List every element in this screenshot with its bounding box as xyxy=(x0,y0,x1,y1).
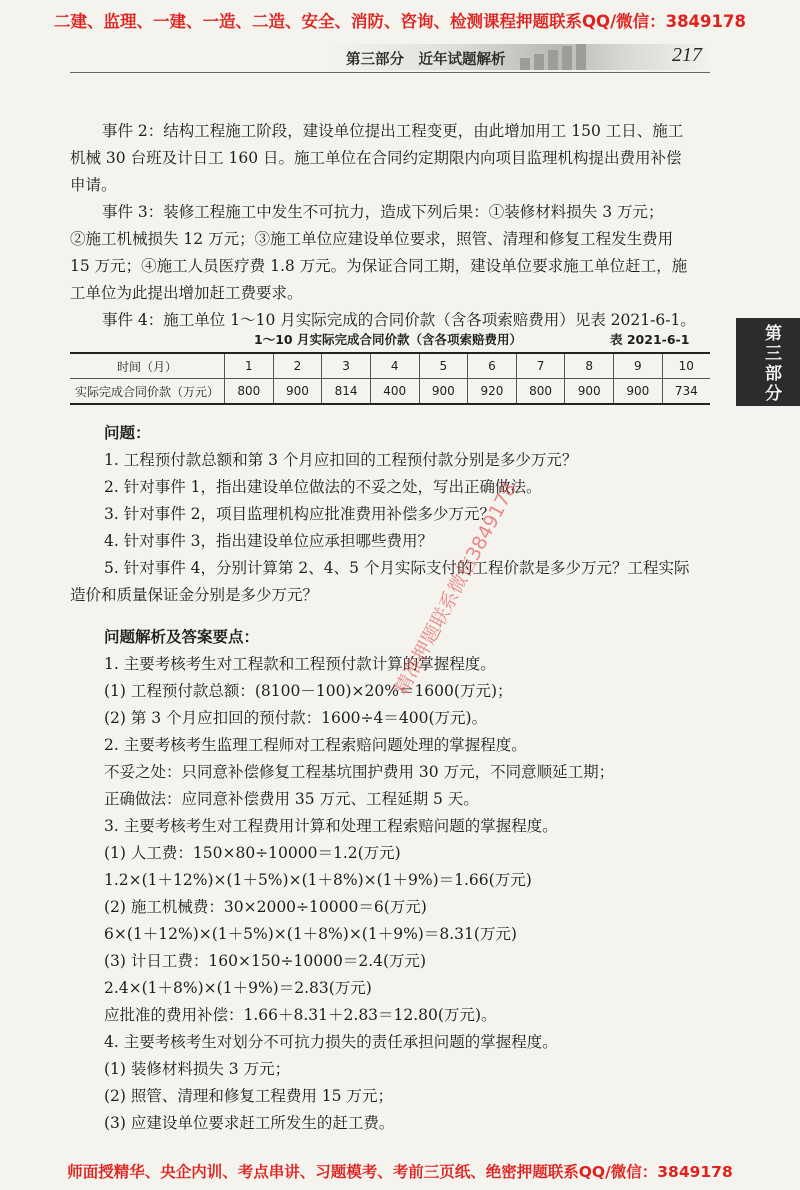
event-line: 事件 3：装修工程施工中发生不可抗力，造成下列后果：①装修材料损失 3 万元； xyxy=(102,203,664,221)
page-header xyxy=(330,44,710,70)
table-title: 1～10 月实际完成合同价款（含各项索赔费用） xyxy=(254,332,522,347)
table-cell-value: 900 xyxy=(273,379,322,405)
table-cell-month: 10 xyxy=(662,353,710,379)
analysis-line: (1) 工程预付款总额：(8100－100)×20%＝1600(万元)； xyxy=(104,682,513,700)
analysis-line: 1. 主要考核考生对工程款和工程预付款计算的掌握程度。 xyxy=(104,655,496,673)
table-row-label: 时间（月） xyxy=(70,353,225,379)
table-cell-value: 800 xyxy=(516,379,565,405)
table-cell-value: 900 xyxy=(419,379,468,405)
analysis-line: 不妥之处：只同意补偿修复工程基坑围护费用 30 万元，不同意顺延工期； xyxy=(104,763,615,781)
table-cell-value: 814 xyxy=(322,379,371,405)
table-cell-month: 1 xyxy=(225,353,274,379)
question-line: 5. 针对事件 4，分别计算第 2、4、5 个月实际支付的工程价款是多少万元？工程实际 xyxy=(104,559,690,577)
table-cell-month: 2 xyxy=(273,353,322,379)
analysis-line: 正确做法：应同意补偿费用 35 万元、工程延期 5 天。 xyxy=(104,790,479,808)
event-paragraphs xyxy=(70,118,710,334)
table-cell-month: 7 xyxy=(516,353,565,379)
analysis-line: (1) 人工费：150×80÷10000＝1.2(万元) xyxy=(104,844,401,862)
table-header-row xyxy=(70,353,710,379)
table-cell-month: 3 xyxy=(322,353,371,379)
diagonal-watermark: 精准押题联系微信3849178 xyxy=(390,479,522,699)
questions-heading: 问题： xyxy=(104,424,151,442)
analysis-line: 1.2×(1＋12%)×(1＋5%)×(1＋8%)×(1＋9%)＝1.66(万元) xyxy=(104,871,532,889)
table-cell-month: 6 xyxy=(468,353,517,379)
analysis-line: 2.4×(1＋8%)×(1＋9%)＝2.83(万元) xyxy=(104,979,372,997)
header-section-title: 第三部分 近年试题解析 xyxy=(346,52,506,68)
table-cell-month: 9 xyxy=(614,353,663,379)
header-rule xyxy=(70,72,710,73)
question-line: 1. 工程预付款总额和第 3 个月应扣回的工程预付款分别是多少万元？ xyxy=(104,451,578,469)
top-ad-banner: 二建、监理、一建、一造、二造、安全、消防、咨询、检测课程押题联系QQ/微信：3849178 xyxy=(54,12,746,31)
table-cell-value: 734 xyxy=(662,379,710,405)
event-line: 工单位为此提出增加赶工费要求。 xyxy=(70,284,303,302)
question-line: 3. 针对事件 2，项目监理机构应批准费用补偿多少万元？ xyxy=(104,505,496,523)
contract-price-table xyxy=(70,352,710,405)
questions-section xyxy=(70,420,710,609)
analysis-line: (2) 第 3 个月应扣回的预付款：1600÷4＝400(万元)。 xyxy=(104,709,488,727)
table-cell-month: 5 xyxy=(419,353,468,379)
event-line: 15 万元；④施工人员医疗费 1.8 万元。为保证合同工期，建设单位要求施工单位赶工，施 xyxy=(70,257,688,275)
analysis-line: 2. 主要考核考生监理工程师对工程索赔问题处理的掌握程度。 xyxy=(104,736,527,754)
analysis-line: (2) 施工机械费：30×2000÷10000＝6(万元) xyxy=(104,898,427,916)
analysis-line: 应批准的费用补偿：1.66＋8.31＋2.83＝12.80(万元)。 xyxy=(104,1006,497,1024)
analysis-line: (2) 照管、清理和修复工程费用 15 万元； xyxy=(104,1087,393,1105)
event-line: 申请。 xyxy=(70,176,117,194)
analysis-line: (3) 计日工费：160×150÷10000＝2.4(万元) xyxy=(104,952,427,970)
table-number: 表 2021-6-1 xyxy=(610,332,690,347)
analysis-line: (1) 装修材料损失 3 万元； xyxy=(104,1060,291,1078)
analysis-line: 4. 主要考核考生对划分不可抗力损失的责任承担问题的掌握程度。 xyxy=(104,1033,558,1051)
table-cell-value: 800 xyxy=(225,379,274,405)
table-cell-value: 900 xyxy=(614,379,663,405)
table-row-label: 实际完成合同价款（万元） xyxy=(70,379,225,405)
event-line: 事件 4：施工单位 1～10 月实际完成的合同价款（含各项索赔费用）见表 2021-6-1。 xyxy=(102,311,696,329)
event-line: ②施工机械损失 12 万元；③施工单位应建设单位要求，照管、清理和修复工程发生费用 xyxy=(70,230,674,248)
analysis-line: (3) 应建设单位要求赶工所发生的赶工费。 xyxy=(104,1114,395,1132)
table-cell-month: 8 xyxy=(565,353,614,379)
analysis-line: 6×(1＋12%)×(1＋5%)×(1＋8%)×(1＋9%)＝8.31(万元) xyxy=(104,925,517,943)
bottom-ad-banner: 师面授精华、央企内训、考点串讲、习题模考、考前三页纸、绝密押题联系QQ/微信：3849178 xyxy=(67,1163,733,1181)
side-section-tab xyxy=(736,318,800,406)
event-line: 事件 2：结构工程施工阶段，建设单位提出工程变更，由此增加用工 150 工日、施工 xyxy=(102,122,684,140)
event-line: 机械 30 台班及计日工 160 日。施工单位在合同约定期限内向项目监理机构提出费用补偿 xyxy=(70,149,682,167)
question-line: 2. 针对事件 1，指出建设单位做法的不妥之处，写出正确做法。 xyxy=(104,478,542,496)
table-cell-value: 900 xyxy=(565,379,614,405)
table-cell-value: 400 xyxy=(370,379,419,405)
table-value-row xyxy=(70,379,710,405)
table-cell-value: 920 xyxy=(468,379,517,405)
question-line: 造价和质量保证金分别是多少万元？ xyxy=(70,586,319,604)
page-number: 217 xyxy=(672,44,702,66)
question-line: 4. 针对事件 3，指出建设单位应承担哪些费用？ xyxy=(104,532,434,550)
side-tab-label: 第三部分 xyxy=(761,324,781,404)
analysis-line: 3. 主要考核考生对工程费用计算和处理工程索赔问题的掌握程度。 xyxy=(104,817,558,835)
analysis-heading: 问题解析及答案要点： xyxy=(104,628,260,646)
table-cell-month: 4 xyxy=(370,353,419,379)
